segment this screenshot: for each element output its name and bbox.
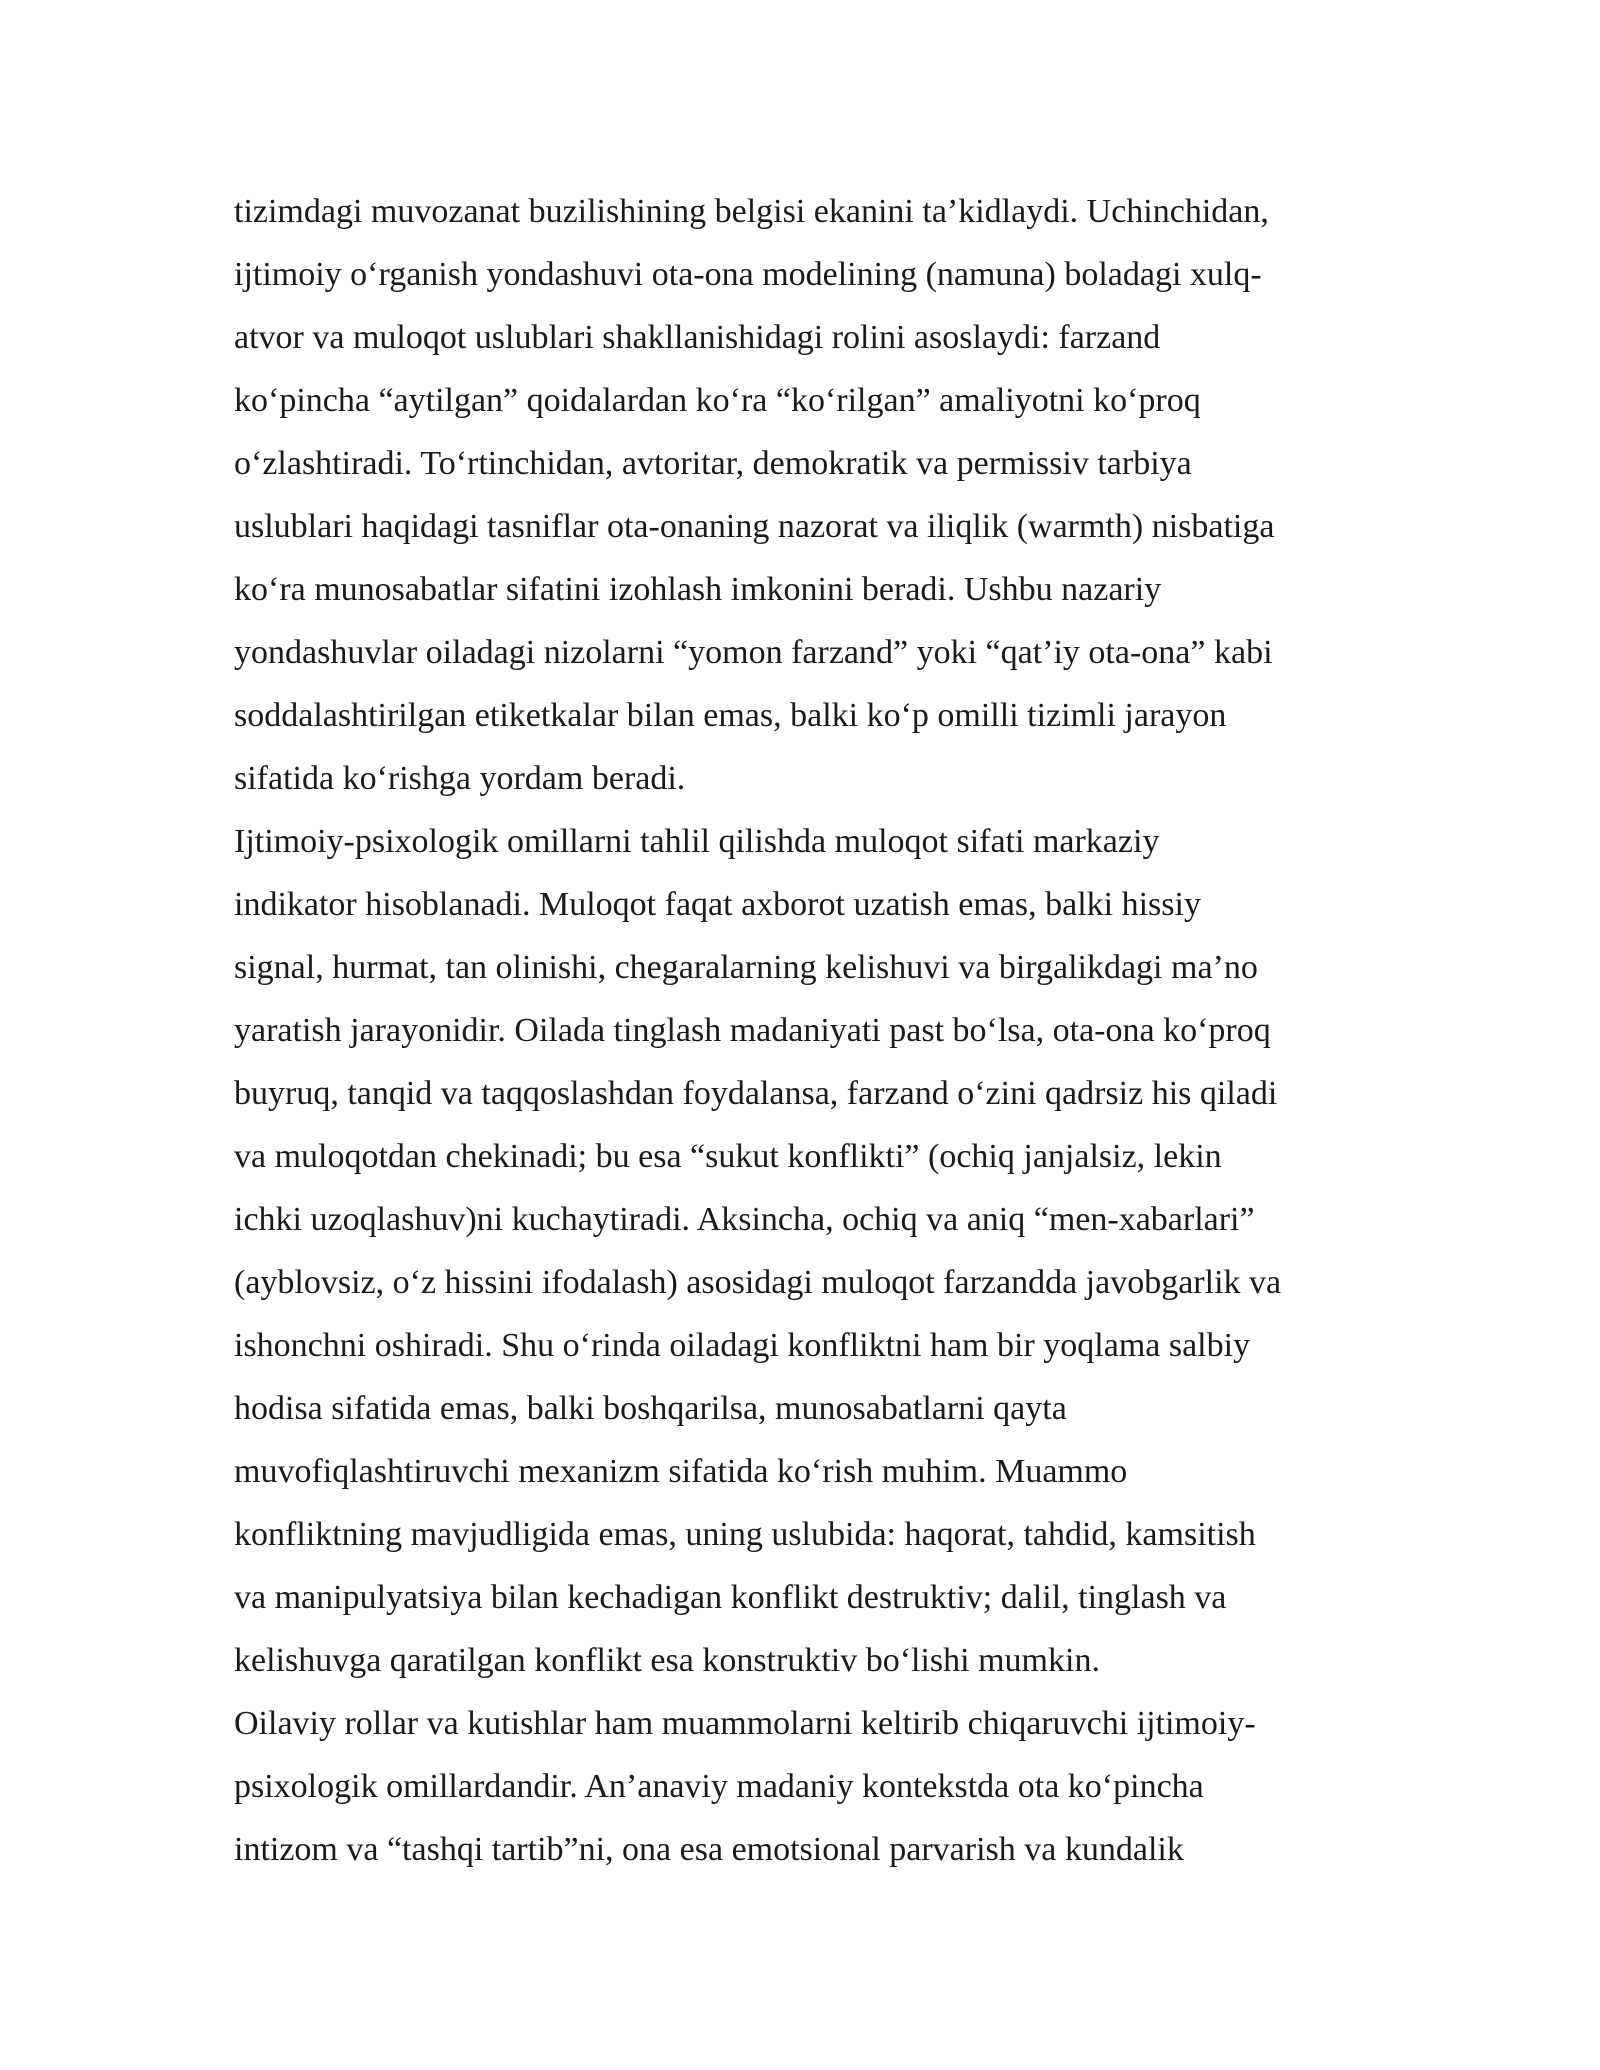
text-line: uslublari haqidagi tasniflar ota-onaning nazorat va iliqlik (warmth) nisbatiga xyxy=(234,508,1275,545)
text-line: (ayblovsiz, o‘z hissini ifodalash) asosidagi muloqot farzandda javobgarlik va xyxy=(234,1264,1282,1301)
text-line: yaratish jarayonidir. Oilada tinglash madaniyati past bo‘lsa, ota-ona ko‘proq xyxy=(234,1012,1271,1049)
text-line: hodisa sifatida emas, balki boshqarilsa, munosabatlarni qayta xyxy=(234,1390,1067,1427)
text-line: kelishuvga qaratilgan konflikt esa konstruktiv bo‘lishi mumkin. xyxy=(234,1642,1100,1679)
text-line: tizimdagi muvozanat buzilishining belgisi ekanini ta’kidlaydi. Uchinchidan, xyxy=(234,193,1269,230)
text-line: indikator hisoblanadi. Muloqot faqat axborot uzatish emas, balki hissiy xyxy=(234,886,1201,923)
text-line: buyruq, tanqid va taqqoslashdan foydalansa, farzand o‘zini qadrsiz his qiladi xyxy=(234,1075,1278,1112)
text-line: Oilaviy rollar va kutishlar ham muammolarni keltirib chiqaruvchi ijtimoiy- xyxy=(234,1705,1256,1742)
text-line: va muloqotdan chekinadi; bu esa “sukut konflikti” (ochiq janjalsiz, lekin xyxy=(234,1138,1222,1175)
text-line: psixologik omillardandir. An’anaviy madaniy kontekstda ota ko‘pincha xyxy=(234,1768,1204,1805)
body-text xyxy=(234,180,1414,1881)
text-line: ko‘ra munosabatlar sifatini izohlash imkonini beradi. Ushbu nazariy xyxy=(234,571,1162,608)
text-line: atvor va muloqot uslublari shakllanishidagi rolini asoslaydi: farzand xyxy=(234,319,1161,356)
text-line: signal, hurmat, tan olinishi, chegaralarning kelishuvi va birgalikdagi ma’no xyxy=(234,949,1258,986)
text-line: soddalashtirilgan etiketkalar bilan emas, balki ko‘p omilli tizimli jarayon xyxy=(234,697,1227,734)
text-line: konfliktning mavjudligida emas, uning uslubida: haqorat, tahdid, kamsitish xyxy=(234,1516,1256,1553)
text-line: o‘zlashtiradi. To‘rtinchidan, avtoritar, demokratik va permissiv tarbiya xyxy=(234,445,1192,482)
text-line: va manipulyatsiya bilan kechadigan konflikt destruktiv; dalil, tinglash va xyxy=(234,1579,1227,1616)
text-line: Ijtimoiy-psixologik omillarni tahlil qilishda muloqot sifati markaziy xyxy=(234,823,1160,860)
text-line: ijtimoiy o‘rganish yondashuvi ota-ona modelining (namuna) boladagi xulq- xyxy=(234,256,1262,293)
text-line: ishonchni oshiradi. Shu o‘rinda oiladagi konfliktni ham bir yoqlama salbiy xyxy=(234,1327,1251,1364)
text-line: yondashuvlar oiladagi nizolarni “yomon farzand” yoki “qat’iy ota-ona” kabi xyxy=(234,634,1273,671)
text-line: muvofiqlashtiruvchi mexanizm sifatida ko‘rish muhim. Muammo xyxy=(234,1453,1128,1490)
text-line: ko‘pincha “aytilgan” qoidalardan ko‘ra “ko‘rilgan” amaliyotni ko‘proq xyxy=(234,382,1201,419)
text-line: intizom va “tashqi tartib”ni, ona esa emotsional parvarish va kundalik xyxy=(234,1831,1184,1868)
text-line: ichki uzoqlashuv)ni kuchaytiradi. Aksincha, ochiq va aniq “men-xabarlari” xyxy=(234,1201,1255,1238)
text-line: sifatida ko‘rishga yordam beradi. xyxy=(234,760,686,797)
